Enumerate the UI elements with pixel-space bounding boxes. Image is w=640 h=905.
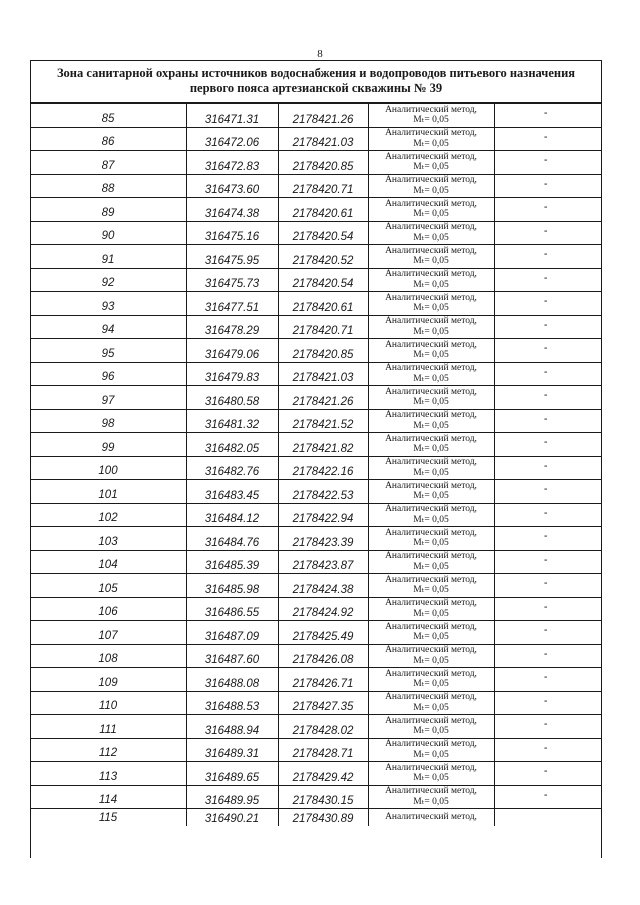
coordinate-y: 2178421.03	[278, 127, 368, 151]
coordinate-x: 316472.83	[186, 151, 278, 175]
method-name: Аналитический метод,	[385, 410, 477, 421]
remark-cell: -	[494, 597, 602, 621]
coordinate-x: 316487.60	[186, 644, 278, 668]
coordinate-x: 316483.45	[186, 480, 278, 504]
page-number: 8	[317, 48, 323, 60]
title-line-1: Зона санитарной охраны источников водоснабжения и водопроводов питьевого назначения	[56, 66, 576, 80]
method-name: Аналитический метод,	[385, 292, 477, 303]
table-row	[30, 527, 602, 551]
coordinate-y: 2178422.53	[278, 480, 368, 504]
document-title	[31, 61, 601, 103]
method-cell	[368, 315, 494, 339]
coordinate-x: 316473.60	[186, 174, 278, 198]
point-number: 113	[30, 762, 186, 786]
method-cell	[368, 292, 494, 316]
coordinate-x: 316478.29	[186, 315, 278, 339]
coordinate-y: 2178421.26	[278, 386, 368, 410]
table-row	[30, 151, 602, 175]
point-number: 97	[30, 386, 186, 410]
coordinate-y: 2178423.39	[278, 527, 368, 551]
table-row	[30, 292, 602, 316]
coordinate-y: 2178420.61	[278, 198, 368, 222]
remark-cell	[494, 809, 602, 826]
method-accuracy: Mₜ= 0,05	[413, 373, 449, 384]
table-row	[30, 785, 602, 809]
point-number: 102	[30, 503, 186, 527]
coordinate-y: 2178430.89	[278, 809, 368, 826]
remark-cell: -	[494, 621, 602, 645]
method-name: Аналитический метод,	[385, 386, 477, 397]
method-accuracy: Mₜ= 0,05	[413, 162, 449, 173]
method-accuracy: Mₜ= 0,05	[413, 796, 449, 807]
point-number: 101	[30, 480, 186, 504]
coordinate-x: 316489.95	[186, 785, 278, 809]
remark-cell: -	[494, 574, 602, 598]
table-row	[30, 198, 602, 222]
method-cell	[368, 550, 494, 574]
method-accuracy: Mₜ= 0,05	[413, 444, 449, 455]
method-accuracy: Mₜ= 0,05	[413, 138, 449, 149]
remark-cell: -	[494, 456, 602, 480]
coordinate-y: 2178425.49	[278, 621, 368, 645]
method-accuracy: Mₜ= 0,05	[413, 538, 449, 549]
method-accuracy: Mₜ= 0,05	[413, 256, 449, 267]
point-number: 108	[30, 644, 186, 668]
method-accuracy: Mₜ= 0,05	[413, 514, 449, 525]
remark-cell: -	[494, 738, 602, 762]
table-row	[30, 221, 602, 245]
coordinate-y: 2178424.92	[278, 597, 368, 621]
coordinates-sheet	[30, 60, 602, 858]
table-row	[30, 104, 602, 128]
remark-cell: -	[494, 762, 602, 786]
point-number: 110	[30, 691, 186, 715]
method-accuracy: Mₜ= 0,05	[413, 326, 449, 337]
table-row	[30, 597, 602, 621]
method-accuracy: Mₜ= 0,05	[413, 749, 449, 760]
table-row	[30, 668, 602, 692]
method-cell	[368, 151, 494, 175]
method-name: Аналитический метод,	[385, 363, 477, 374]
method-name: Аналитический метод,	[385, 692, 477, 703]
point-number: 109	[30, 668, 186, 692]
remark-cell: -	[494, 339, 602, 363]
method-name: Аналитический метод,	[385, 339, 477, 350]
coordinate-x: 316474.38	[186, 198, 278, 222]
remark-cell: -	[494, 292, 602, 316]
method-name: Аналитический метод,	[385, 198, 477, 209]
table-row	[30, 433, 602, 457]
table-row	[30, 762, 602, 786]
point-number: 89	[30, 198, 186, 222]
table-row	[30, 644, 602, 668]
coordinate-y: 2178428.71	[278, 738, 368, 762]
coordinate-y: 2178420.61	[278, 292, 368, 316]
method-cell	[368, 668, 494, 692]
coordinate-y: 2178421.82	[278, 433, 368, 457]
method-cell	[368, 715, 494, 739]
coordinate-x: 316475.73	[186, 268, 278, 292]
point-number: 106	[30, 597, 186, 621]
coordinate-y: 2178420.85	[278, 151, 368, 175]
table-row	[30, 386, 602, 410]
coordinate-x: 316482.76	[186, 456, 278, 480]
coordinate-x: 316484.76	[186, 527, 278, 551]
point-number: 100	[30, 456, 186, 480]
point-number: 93	[30, 292, 186, 316]
point-number: 103	[30, 527, 186, 551]
coordinate-x: 316475.16	[186, 221, 278, 245]
method-name: Аналитический метод,	[385, 151, 477, 162]
table-row	[30, 621, 602, 645]
table-row	[30, 339, 602, 363]
coordinate-x: 316488.94	[186, 715, 278, 739]
coordinate-y: 2178428.02	[278, 715, 368, 739]
coordinate-y: 2178427.35	[278, 691, 368, 715]
coordinate-x: 316487.09	[186, 621, 278, 645]
method-name: Аналитический метод,	[385, 551, 477, 562]
point-number: 98	[30, 409, 186, 433]
coordinate-x: 316477.51	[186, 292, 278, 316]
method-cell	[368, 339, 494, 363]
point-number: 95	[30, 339, 186, 363]
method-accuracy: Mₜ= 0,05	[413, 467, 449, 478]
method-name: Аналитический метод,	[385, 645, 477, 656]
method-name: Аналитический метод,	[385, 457, 477, 468]
method-name: Аналитический метод,	[385, 668, 477, 679]
method-cell	[368, 198, 494, 222]
point-number: 112	[30, 738, 186, 762]
coordinate-x: 316490.21	[186, 809, 278, 826]
coordinate-x: 316479.83	[186, 362, 278, 386]
coordinate-y: 2178421.52	[278, 409, 368, 433]
method-accuracy: Mₜ= 0,05	[413, 655, 449, 666]
table-row	[30, 456, 602, 480]
method-accuracy: Mₜ= 0,05	[413, 608, 449, 619]
coordinate-y: 2178420.71	[278, 174, 368, 198]
coordinate-x: 316480.58	[186, 386, 278, 410]
method-name: Аналитический метод,	[385, 621, 477, 632]
point-number: 96	[30, 362, 186, 386]
method-cell	[368, 433, 494, 457]
method-cell	[368, 409, 494, 433]
point-number: 87	[30, 151, 186, 175]
method-cell	[368, 644, 494, 668]
method-accuracy: Mₜ= 0,05	[413, 350, 449, 361]
point-number: 115	[30, 809, 186, 826]
method-accuracy: Mₜ= 0,05	[413, 420, 449, 431]
point-number: 91	[30, 245, 186, 269]
method-cell	[368, 738, 494, 762]
method-cell	[368, 621, 494, 645]
point-number: 85	[30, 104, 186, 128]
point-number: 88	[30, 174, 186, 198]
remark-cell: -	[494, 151, 602, 175]
method-name: Аналитический метод,	[385, 433, 477, 444]
method-accuracy: Mₜ= 0,05	[413, 632, 449, 643]
method-name: Аналитический метод,	[385, 527, 477, 538]
method-name: Аналитический метод,	[385, 504, 477, 515]
method-name: Аналитический метод,	[385, 316, 477, 327]
point-number: 107	[30, 621, 186, 645]
point-number: 114	[30, 785, 186, 809]
remark-cell: -	[494, 480, 602, 504]
table-row	[30, 480, 602, 504]
method-accuracy: Mₜ= 0,05	[413, 702, 449, 713]
method-name: Аналитический метод,	[385, 598, 477, 609]
table-row	[30, 174, 602, 198]
method-accuracy: Mₜ= 0,05	[413, 726, 449, 737]
coordinate-x: 316486.55	[186, 597, 278, 621]
coordinate-x: 316489.65	[186, 762, 278, 786]
method-accuracy: Mₜ= 0,05	[413, 185, 449, 196]
method-accuracy: Mₜ= 0,05	[413, 585, 449, 596]
method-cell	[368, 174, 494, 198]
point-number: 111	[30, 715, 186, 739]
table-row	[30, 127, 602, 151]
table-row-last	[30, 809, 602, 826]
coordinate-x: 316489.31	[186, 738, 278, 762]
method-accuracy: Mₜ= 0,05	[413, 115, 449, 126]
remark-cell: -	[494, 362, 602, 386]
table-row	[30, 574, 602, 598]
remark-cell: -	[494, 527, 602, 551]
remark-cell: -	[494, 503, 602, 527]
table-row	[30, 245, 602, 269]
method-cell	[368, 527, 494, 551]
coordinate-y: 2178420.54	[278, 268, 368, 292]
method-name: Аналитический метод,	[385, 104, 477, 115]
table-row	[30, 268, 602, 292]
remark-cell: -	[494, 644, 602, 668]
remark-cell: -	[494, 174, 602, 198]
method-cell	[368, 456, 494, 480]
method-cell	[368, 762, 494, 786]
method-cell	[368, 785, 494, 809]
coordinate-y: 2178421.03	[278, 362, 368, 386]
method-name: Аналитический метод,	[385, 786, 477, 797]
coordinate-y: 2178422.94	[278, 503, 368, 527]
table-row	[30, 409, 602, 433]
remark-cell: -	[494, 785, 602, 809]
method-accuracy: Mₜ= 0,05	[413, 303, 449, 314]
coordinate-y: 2178429.42	[278, 762, 368, 786]
method-name: Аналитический метод,	[385, 128, 477, 139]
method-accuracy: Mₜ= 0,05	[413, 773, 449, 784]
method-name: Аналитический метод,	[385, 739, 477, 750]
coordinate-y: 2178420.85	[278, 339, 368, 363]
method-name: Аналитический метод,	[385, 574, 477, 585]
point-number: 86	[30, 127, 186, 151]
coordinate-y: 2178426.08	[278, 644, 368, 668]
point-number: 105	[30, 574, 186, 598]
coordinate-x: 316485.98	[186, 574, 278, 598]
method-accuracy: Mₜ= 0,05	[413, 209, 449, 220]
coordinate-x: 316484.12	[186, 503, 278, 527]
coordinate-x: 316488.08	[186, 668, 278, 692]
table-row	[30, 503, 602, 527]
method-cell	[368, 480, 494, 504]
remark-cell: -	[494, 715, 602, 739]
coordinate-x: 316479.06	[186, 339, 278, 363]
coordinate-x: 316482.05	[186, 433, 278, 457]
coordinate-x: 316471.31	[186, 104, 278, 128]
point-number: 90	[30, 221, 186, 245]
remark-cell: -	[494, 127, 602, 151]
method-accuracy: Mₜ= 0,05	[413, 232, 449, 243]
method-cell	[368, 104, 494, 128]
method-cell	[368, 245, 494, 269]
coordinate-x: 316485.39	[186, 550, 278, 574]
method-accuracy: Mₜ= 0,05	[413, 491, 449, 502]
point-number: 94	[30, 315, 186, 339]
method-cell	[368, 127, 494, 151]
table-row	[30, 738, 602, 762]
method-cell	[368, 691, 494, 715]
remark-cell: -	[494, 245, 602, 269]
remark-cell: -	[494, 409, 602, 433]
method-cell: Аналитический метод,	[368, 809, 494, 826]
method-cell	[368, 597, 494, 621]
method-accuracy: Mₜ= 0,05	[413, 397, 449, 408]
coordinate-x: 316488.53	[186, 691, 278, 715]
remark-cell: -	[494, 198, 602, 222]
method-cell	[368, 574, 494, 598]
coordinate-y: 2178422.16	[278, 456, 368, 480]
remark-cell: -	[494, 550, 602, 574]
point-number: 92	[30, 268, 186, 292]
remark-cell: -	[494, 268, 602, 292]
remark-cell: -	[494, 315, 602, 339]
method-cell	[368, 268, 494, 292]
method-name: Аналитический метод,	[385, 480, 477, 491]
remark-cell: -	[494, 221, 602, 245]
method-accuracy: Mₜ= 0,05	[413, 679, 449, 690]
remark-cell: -	[494, 691, 602, 715]
coordinate-y: 2178424.38	[278, 574, 368, 598]
table-row	[30, 691, 602, 715]
coordinate-y: 2178426.71	[278, 668, 368, 692]
coordinate-x: 316472.06	[186, 127, 278, 151]
coordinate-y: 2178421.26	[278, 104, 368, 128]
table-row	[30, 315, 602, 339]
coordinates-table-body	[30, 104, 602, 826]
coordinate-x: 316481.32	[186, 409, 278, 433]
method-cell	[368, 221, 494, 245]
coordinates-table	[30, 103, 602, 826]
coordinate-y: 2178420.54	[278, 221, 368, 245]
point-number: 104	[30, 550, 186, 574]
method-cell	[368, 386, 494, 410]
remark-cell: -	[494, 433, 602, 457]
method-name: Аналитический метод,	[385, 269, 477, 280]
coordinate-x: 316475.95	[186, 245, 278, 269]
method-accuracy: Mₜ= 0,05	[413, 279, 449, 290]
coordinate-y: 2178430.15	[278, 785, 368, 809]
method-cell	[368, 362, 494, 386]
coordinate-y: 2178420.52	[278, 245, 368, 269]
remark-cell: -	[494, 386, 602, 410]
method-name: Аналитический метод,	[385, 715, 477, 726]
method-name: Аналитический метод,	[385, 222, 477, 233]
method-name: Аналитический метод,	[385, 175, 477, 186]
table-row	[30, 362, 602, 386]
coordinate-y: 2178420.71	[278, 315, 368, 339]
method-cell	[368, 503, 494, 527]
method-accuracy: Mₜ= 0,05	[413, 561, 449, 572]
table-row	[30, 550, 602, 574]
point-number: 99	[30, 433, 186, 457]
remark-cell: -	[494, 104, 602, 128]
coordinate-y: 2178423.87	[278, 550, 368, 574]
table-row	[30, 715, 602, 739]
method-name: Аналитический метод,	[385, 245, 477, 256]
method-name: Аналитический метод,	[385, 762, 477, 773]
title-line-2: первого пояса артезианской скважины № 39	[189, 81, 443, 95]
remark-cell: -	[494, 668, 602, 692]
